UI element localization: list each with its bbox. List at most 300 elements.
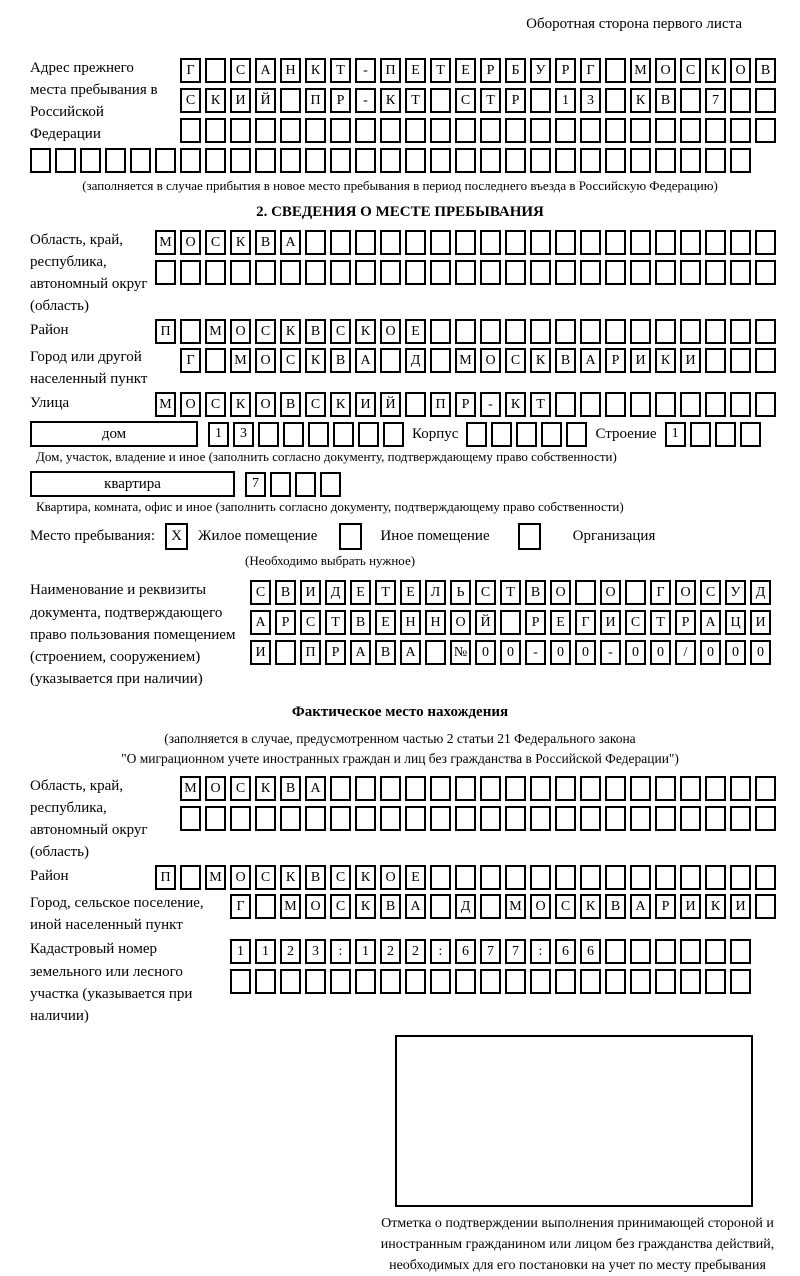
char-cell: Т	[500, 580, 521, 605]
char-cell	[705, 806, 726, 831]
char-cell: К	[630, 88, 651, 113]
char-cell: В	[755, 58, 776, 83]
char-cell: О	[380, 865, 401, 890]
char-cell	[605, 88, 626, 113]
char-cell	[430, 230, 451, 255]
char-cell	[605, 392, 626, 417]
char-cell	[205, 348, 226, 373]
char-cell	[555, 776, 576, 801]
char-cell: Т	[530, 392, 551, 417]
document-label: Наименование и реквизиты документа, подтверждающего право пользования помещением (строением, сооружением) (указывается при наличии)	[30, 582, 236, 687]
section2-title: 2. СВЕДЕНИЯ О МЕСТЕ ПРЕБЫВАНИЯ	[256, 204, 544, 221]
char-cell: К	[355, 894, 376, 919]
fact-city-block	[30, 892, 770, 936]
char-cell: В	[350, 610, 371, 635]
char-cell	[380, 969, 401, 994]
char-cell	[455, 118, 476, 143]
char-cell	[355, 969, 376, 994]
char-cell	[580, 148, 601, 173]
char-cell	[270, 472, 291, 497]
char-cell: П	[155, 865, 176, 890]
char-cell: В	[280, 776, 301, 801]
char-cell	[430, 969, 451, 994]
char-cell: Т	[430, 58, 451, 83]
char-cell	[730, 260, 751, 285]
char-cell	[430, 88, 451, 113]
char-cell	[630, 148, 651, 173]
char-cell: -	[600, 640, 621, 665]
char-cell: Е	[455, 58, 476, 83]
char-cell: О	[230, 865, 251, 890]
char-cell	[680, 260, 701, 285]
char-row	[180, 776, 776, 801]
char-cell	[430, 260, 451, 285]
char-cell: И	[250, 640, 271, 665]
char-cell: А	[400, 640, 421, 665]
char-row	[250, 580, 771, 605]
char-cell: А	[255, 58, 276, 83]
char-cell	[655, 806, 676, 831]
char-cell	[605, 939, 626, 964]
char-cell: Д	[750, 580, 771, 605]
char-row	[180, 58, 776, 83]
char-cell	[730, 969, 751, 994]
prev-address-cells	[180, 57, 776, 143]
char-cell: С	[330, 865, 351, 890]
char-cell: :	[530, 939, 551, 964]
char-cell	[730, 118, 751, 143]
char-cell: 1	[555, 88, 576, 113]
char-cell	[580, 319, 601, 344]
char-cell	[205, 118, 226, 143]
char-cell: М	[505, 894, 526, 919]
char-cell: М	[280, 894, 301, 919]
char-cell	[605, 148, 626, 173]
char-cell	[580, 806, 601, 831]
char-cell: Р	[505, 88, 526, 113]
char-cell: И	[300, 580, 321, 605]
char-cell: Ь	[450, 580, 471, 605]
char-cell	[280, 118, 301, 143]
char-cell	[630, 118, 651, 143]
char-cell	[180, 260, 201, 285]
char-cell	[305, 806, 326, 831]
char-cell	[605, 230, 626, 255]
char-cell: Т	[330, 58, 351, 83]
apartment-type-box: квартира	[30, 471, 235, 497]
char-cell	[530, 969, 551, 994]
char-cell	[655, 865, 676, 890]
char-cell: И	[750, 610, 771, 635]
char-cell	[230, 806, 251, 831]
char-cell: К	[230, 230, 251, 255]
char-cell	[580, 230, 601, 255]
char-cell	[255, 969, 276, 994]
char-cell	[630, 806, 651, 831]
char-cell	[730, 88, 751, 113]
char-cell	[480, 148, 501, 173]
region-label: Область, край, республика, автономный округ (область)	[30, 232, 148, 315]
char-cell: 1	[230, 939, 251, 964]
char-cell	[430, 118, 451, 143]
char-cell: Н	[425, 610, 446, 635]
char-cell	[655, 118, 676, 143]
char-cell	[755, 865, 776, 890]
char-cell: 0	[750, 640, 771, 665]
char-cell: Н	[400, 610, 421, 635]
char-cell: С	[330, 319, 351, 344]
char-cell	[580, 260, 601, 285]
char-cell	[680, 118, 701, 143]
char-cell: О	[550, 580, 571, 605]
stamp-area-note: Отметка о подтверждении выполнения принимающей стороной и иностранным гражданином или лицом без гражданства действий, необходимых для его постановки на учет по месту пребывания	[380, 1215, 775, 1273]
char-cell: Г	[180, 58, 201, 83]
char-cell: А	[355, 348, 376, 373]
stay-type-note: (Необходимо выбрать нужное)	[245, 553, 416, 569]
char-cell: К	[380, 88, 401, 113]
char-cell: 3	[233, 422, 254, 447]
char-cell: С	[255, 319, 276, 344]
char-cell: 6	[580, 939, 601, 964]
char-cell	[740, 422, 761, 447]
char-cell	[355, 148, 376, 173]
char-cell: М	[155, 392, 176, 417]
char-cell	[130, 148, 151, 173]
char-cell: К	[530, 348, 551, 373]
house-row	[30, 421, 770, 447]
char-cell	[405, 230, 426, 255]
char-cell: Н	[280, 58, 301, 83]
char-cell	[630, 939, 651, 964]
char-cell: О	[730, 58, 751, 83]
fact-region-block	[30, 775, 770, 863]
char-cell: :	[430, 939, 451, 964]
char-cell: Й	[380, 392, 401, 417]
korpus-cells	[466, 422, 587, 447]
char-cell: С	[280, 348, 301, 373]
char-cell	[530, 148, 551, 173]
char-cell: В	[275, 580, 296, 605]
char-cell: -	[480, 392, 501, 417]
fact-city-label: Город, сельское поселение, иной населенный пункт	[30, 895, 204, 934]
char-cell	[705, 230, 726, 255]
page-title: Оборотная сторона первого листа	[526, 16, 742, 32]
char-cell	[630, 260, 651, 285]
stay-option-label-residential: Жилое помещение	[198, 528, 318, 545]
char-cell: К	[280, 865, 301, 890]
city-block	[30, 346, 770, 390]
char-cell: А	[250, 610, 271, 635]
cadastral-cells	[230, 938, 751, 994]
char-cell: О	[480, 348, 501, 373]
char-cell: А	[305, 776, 326, 801]
char-cell	[580, 392, 601, 417]
char-cell	[480, 118, 501, 143]
char-cell	[258, 422, 279, 447]
char-cell	[730, 865, 751, 890]
char-cell	[655, 392, 676, 417]
char-cell: 0	[550, 640, 571, 665]
char-cell	[330, 230, 351, 255]
char-cell	[355, 260, 376, 285]
char-cell: №	[450, 640, 471, 665]
char-cell: 7	[705, 88, 726, 113]
char-cell	[680, 88, 701, 113]
char-cell	[380, 806, 401, 831]
char-cell	[730, 348, 751, 373]
char-cell	[705, 148, 726, 173]
char-cell: О	[600, 580, 621, 605]
char-cell	[655, 260, 676, 285]
char-cell: 0	[700, 640, 721, 665]
char-cell	[358, 422, 379, 447]
char-cell: Д	[455, 894, 476, 919]
char-row	[230, 939, 751, 964]
char-cell: С	[330, 894, 351, 919]
char-cell	[605, 260, 626, 285]
char-cell	[530, 118, 551, 143]
char-cell	[430, 806, 451, 831]
char-cell: Е	[405, 865, 426, 890]
char-row	[180, 806, 776, 831]
char-cell	[755, 88, 776, 113]
char-row	[155, 865, 776, 890]
char-cell: М	[180, 776, 201, 801]
char-cell: Й	[255, 88, 276, 113]
char-cell: /	[675, 640, 696, 665]
char-cell: О	[205, 776, 226, 801]
char-cell	[680, 319, 701, 344]
char-cell	[330, 806, 351, 831]
char-cell: О	[180, 230, 201, 255]
char-cell	[630, 776, 651, 801]
char-cell	[530, 806, 551, 831]
district-block	[30, 319, 770, 344]
char-cell	[491, 422, 512, 447]
fact-region-label: Область, край, республика, автономный округ (область)	[30, 778, 148, 861]
char-cell	[500, 610, 521, 635]
char-cell	[630, 230, 651, 255]
stay-option-checkbox-residential: X	[165, 523, 188, 550]
char-cell	[355, 118, 376, 143]
char-cell	[280, 969, 301, 994]
char-cell	[480, 776, 501, 801]
char-cell: К	[305, 58, 326, 83]
char-cell: -	[355, 88, 376, 113]
char-cell: С	[700, 580, 721, 605]
char-cell: О	[655, 58, 676, 83]
char-cell	[530, 776, 551, 801]
char-cell	[505, 319, 526, 344]
char-cell	[425, 640, 446, 665]
char-cell: Ц	[725, 610, 746, 635]
char-cell	[455, 865, 476, 890]
char-cell	[630, 865, 651, 890]
char-cell: М	[230, 348, 251, 373]
stroenie-cells	[665, 422, 761, 447]
char-cell: Л	[425, 580, 446, 605]
char-cell	[530, 260, 551, 285]
char-cell	[380, 230, 401, 255]
char-row	[155, 260, 776, 285]
char-cell	[480, 230, 501, 255]
char-cell: А	[580, 348, 601, 373]
char-cell	[320, 472, 341, 497]
char-cell: О	[255, 392, 276, 417]
char-cell: П	[305, 88, 326, 113]
char-cell	[430, 148, 451, 173]
char-cell	[705, 939, 726, 964]
char-cell: С	[680, 58, 701, 83]
char-cell: В	[380, 894, 401, 919]
char-cell	[230, 969, 251, 994]
char-cell: В	[280, 392, 301, 417]
char-cell	[480, 894, 501, 919]
char-cell	[680, 865, 701, 890]
char-cell	[280, 260, 301, 285]
char-cell	[530, 865, 551, 890]
char-cell: В	[605, 894, 626, 919]
char-cell: Г	[180, 348, 201, 373]
char-cell	[333, 422, 354, 447]
char-cell	[705, 319, 726, 344]
char-cell: П	[155, 319, 176, 344]
char-cell	[555, 118, 576, 143]
char-cell	[755, 392, 776, 417]
char-cell	[680, 392, 701, 417]
char-cell	[480, 319, 501, 344]
char-cell	[430, 865, 451, 890]
char-cell	[530, 319, 551, 344]
char-cell: М	[205, 865, 226, 890]
char-cell: 6	[555, 939, 576, 964]
char-cell: Е	[375, 610, 396, 635]
char-cell: 0	[575, 640, 596, 665]
char-cell: О	[530, 894, 551, 919]
char-cell: В	[305, 865, 326, 890]
char-cell	[705, 969, 726, 994]
char-cell: Е	[405, 319, 426, 344]
char-cell	[575, 580, 596, 605]
char-cell: С	[555, 894, 576, 919]
char-cell	[480, 260, 501, 285]
char-cell	[180, 865, 201, 890]
char-cell: 7	[480, 939, 501, 964]
prev-address-label: Адрес прежнего места пребывания в Российской Федерации	[30, 60, 158, 143]
char-cell	[730, 939, 751, 964]
char-cell	[480, 806, 501, 831]
char-cell: А	[405, 894, 426, 919]
char-cell	[380, 260, 401, 285]
char-cell: П	[430, 392, 451, 417]
char-cell	[180, 806, 201, 831]
char-cell: В	[555, 348, 576, 373]
char-cell: П	[300, 640, 321, 665]
char-cell	[330, 776, 351, 801]
char-cell	[455, 776, 476, 801]
char-cell	[280, 88, 301, 113]
char-cell: Е	[550, 610, 571, 635]
char-cell: Р	[675, 610, 696, 635]
char-cell: Р	[655, 894, 676, 919]
char-cell	[530, 230, 551, 255]
char-cell: Р	[275, 610, 296, 635]
char-cell	[655, 969, 676, 994]
char-cell: 0	[725, 640, 746, 665]
char-cell: К	[330, 392, 351, 417]
korpus-label: Корпус	[412, 425, 459, 442]
char-cell: Р	[555, 58, 576, 83]
char-cell	[380, 348, 401, 373]
char-cell: Т	[375, 580, 396, 605]
char-cell	[455, 260, 476, 285]
char-cell	[30, 148, 51, 173]
char-cell	[455, 319, 476, 344]
char-cell	[355, 230, 376, 255]
char-cell	[655, 319, 676, 344]
char-cell	[455, 148, 476, 173]
char-cell	[255, 894, 276, 919]
char-cell: А	[350, 640, 371, 665]
char-cell: Б	[505, 58, 526, 83]
char-cell	[305, 260, 326, 285]
char-cell: С	[255, 865, 276, 890]
char-cell	[541, 422, 562, 447]
district-label: Район	[30, 322, 69, 339]
char-cell	[705, 118, 726, 143]
char-cell: В	[375, 640, 396, 665]
char-cell	[505, 806, 526, 831]
char-cell: С	[205, 230, 226, 255]
char-cell	[55, 148, 76, 173]
char-cell	[505, 230, 526, 255]
char-cell: И	[680, 894, 701, 919]
char-cell	[555, 865, 576, 890]
char-cell	[405, 148, 426, 173]
char-cell	[308, 422, 329, 447]
cadastral-label: Кадастровый номер земельного или лесного участка (указывается при наличии)	[30, 941, 193, 1024]
char-cell: 2	[405, 939, 426, 964]
char-cell: Д	[405, 348, 426, 373]
char-cell	[580, 865, 601, 890]
char-cell: И	[230, 88, 251, 113]
char-cell: А	[630, 894, 651, 919]
stay-type-label: Место пребывания:	[30, 528, 155, 545]
stay-option-label-other: Иное помещение	[380, 528, 490, 545]
char-cell	[705, 865, 726, 890]
char-cell	[205, 148, 226, 173]
char-cell: О	[380, 319, 401, 344]
house-type-box: дом	[30, 421, 198, 447]
stroenie-label: Строение	[595, 425, 657, 442]
char-cell	[205, 58, 226, 83]
char-cell	[405, 776, 426, 801]
char-cell: А	[700, 610, 721, 635]
char-cell	[505, 865, 526, 890]
char-cell: Г	[580, 58, 601, 83]
char-cell	[755, 319, 776, 344]
char-cell	[255, 260, 276, 285]
stay-type-row	[30, 523, 770, 550]
char-cell	[355, 776, 376, 801]
char-cell: К	[230, 392, 251, 417]
char-cell	[505, 260, 526, 285]
char-cell	[605, 865, 626, 890]
char-cell	[705, 260, 726, 285]
char-row-full	[30, 148, 770, 173]
char-cell	[180, 148, 201, 173]
char-cell	[383, 422, 404, 447]
